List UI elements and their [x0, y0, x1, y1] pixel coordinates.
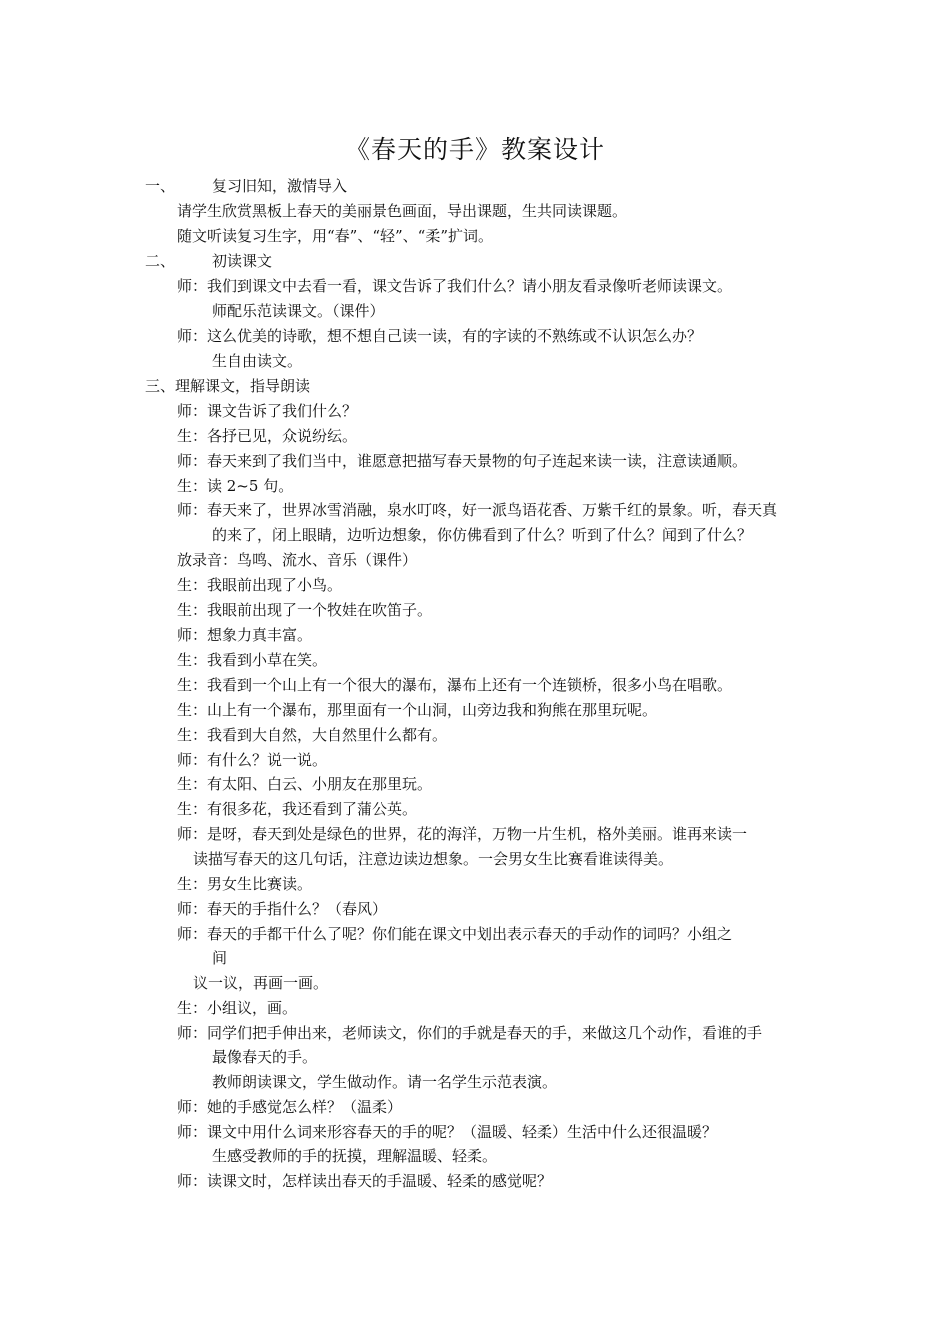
paragraph-line: 请学生欣赏黑板上春天的美丽景色画面，导出课题，生共同读课题。	[177, 202, 628, 220]
section-1-number: 一、	[145, 177, 176, 195]
paragraph-line: 师：想象力真丰富。	[177, 626, 313, 644]
paragraph-line: 师：我们到课文中去看一看，课文告诉了我们什么？请小朋友看录像听老师读课文。	[177, 277, 733, 295]
section-2-number: 二、	[145, 252, 176, 270]
paragraph-line: 生：读 2~5 句。	[177, 477, 294, 495]
paragraph-line: 师配乐范读课文。（课件）	[212, 302, 385, 320]
paragraph-line: 师：这么优美的诗歌，想不想自己读一读，有的字读的不熟练或不认识怎么办？	[177, 327, 703, 345]
section-2-title: 初读课文	[212, 252, 273, 270]
paragraph-line: 间	[212, 949, 228, 967]
paragraph-line: 随文听读复习生字，用“春”、“轻”、“柔”扩词。	[177, 227, 494, 245]
paragraph-line: 生：我眼前出现了一个牧娃在吹笛子。	[177, 601, 433, 619]
paragraph-line: 师：春天的手指什么？（春风）	[177, 900, 388, 918]
paragraph-line: 生：我眼前出现了小鸟。	[177, 576, 343, 594]
paragraph-line: 师：是呀，春天到处是绿色的世界，花的海洋，万物一片生机，格外美丽。谁再来读一	[177, 825, 748, 843]
section-3-heading: 三、理解课文，指导朗读	[145, 377, 311, 395]
paragraph-line: 读描写春天的这几句话，注意边读边想象。一会男女生比赛看谁读得美。	[193, 850, 674, 868]
paragraph-line: 放录音：鸟鸣、流水、音乐（课件）	[177, 551, 418, 569]
paragraph-line: 生：山上有一个瀑布，那里面有一个山洞，山旁边我和狗熊在那里玩呢。	[177, 701, 658, 719]
paragraph-line: 师：春天来到了我们当中，谁愿意把描写春天景物的句子连起来读一读，注意读通顺。	[177, 452, 748, 470]
paragraph-line: 师：春天的手都干什么了呢？你们能在课文中划出表示春天的手动作的词吗？小组之	[177, 925, 733, 943]
paragraph-line: 师：她的手感觉怎么样？（温柔）	[177, 1098, 403, 1116]
paragraph-line: 生：有太阳、白云、小朋友在那里玩。	[177, 775, 433, 793]
paragraph-line: 生：我看到大自然，大自然里什么都有。	[177, 726, 448, 744]
paragraph-line: 师：读课文时，怎样读出春天的手温暖、轻柔的感觉呢？	[177, 1172, 553, 1190]
paragraph-line: 生：小组议，画。	[177, 999, 298, 1017]
paragraph-line: 的来了，闭上眼睛，边听边想象，你仿佛看到了什么？听到了什么？闻到了什么？	[212, 526, 753, 544]
paragraph-line: 最像春天的手。	[212, 1048, 318, 1066]
paragraph-line: 议一议，再画一画。	[193, 974, 329, 992]
paragraph-line: 生：我看到小草在笑。	[177, 651, 328, 669]
paragraph-line: 生：有很多花，我还看到了蒲公英。	[177, 800, 418, 818]
section-1-title: 复习旧知，激情导入	[212, 177, 348, 195]
paragraph-line: 生自由读文。	[212, 352, 303, 370]
paragraph-line: 生感受教师的手的抚摸，理解温暖、轻柔。	[212, 1147, 498, 1165]
document-title: 《春天的手》教案设计	[344, 135, 605, 164]
paragraph-line: 教师朗读课文，学生做动作。请一名学生示范表演。	[212, 1073, 558, 1091]
paragraph-line: 生：我看到一个山上有一个很大的瀑布，瀑布上还有一个连锁桥，很多小鸟在唱歌。	[177, 676, 733, 694]
paragraph-line: 师：有什么？说一说。	[177, 751, 328, 769]
paragraph-line: 师：课文告诉了我们什么？	[177, 402, 358, 420]
paragraph-line: 生：男女生比赛读。	[177, 875, 313, 893]
paragraph-line: 生：各抒已见，众说纷纭。	[177, 427, 358, 445]
paragraph-line: 师：课文中用什么词来形容春天的手的呢？（温暖、轻柔）生活中什么还很温暖？	[177, 1123, 718, 1141]
paragraph-line: 师：春天来了，世界冰雪消融，泉水叮咚，好一派鸟语花香、万紫千红的景象。听，春天真	[177, 501, 778, 519]
paragraph-line: 师：同学们把手伸出来，老师读文，你们的手就是春天的手，来做这几个动作，看谁的手	[177, 1024, 763, 1042]
